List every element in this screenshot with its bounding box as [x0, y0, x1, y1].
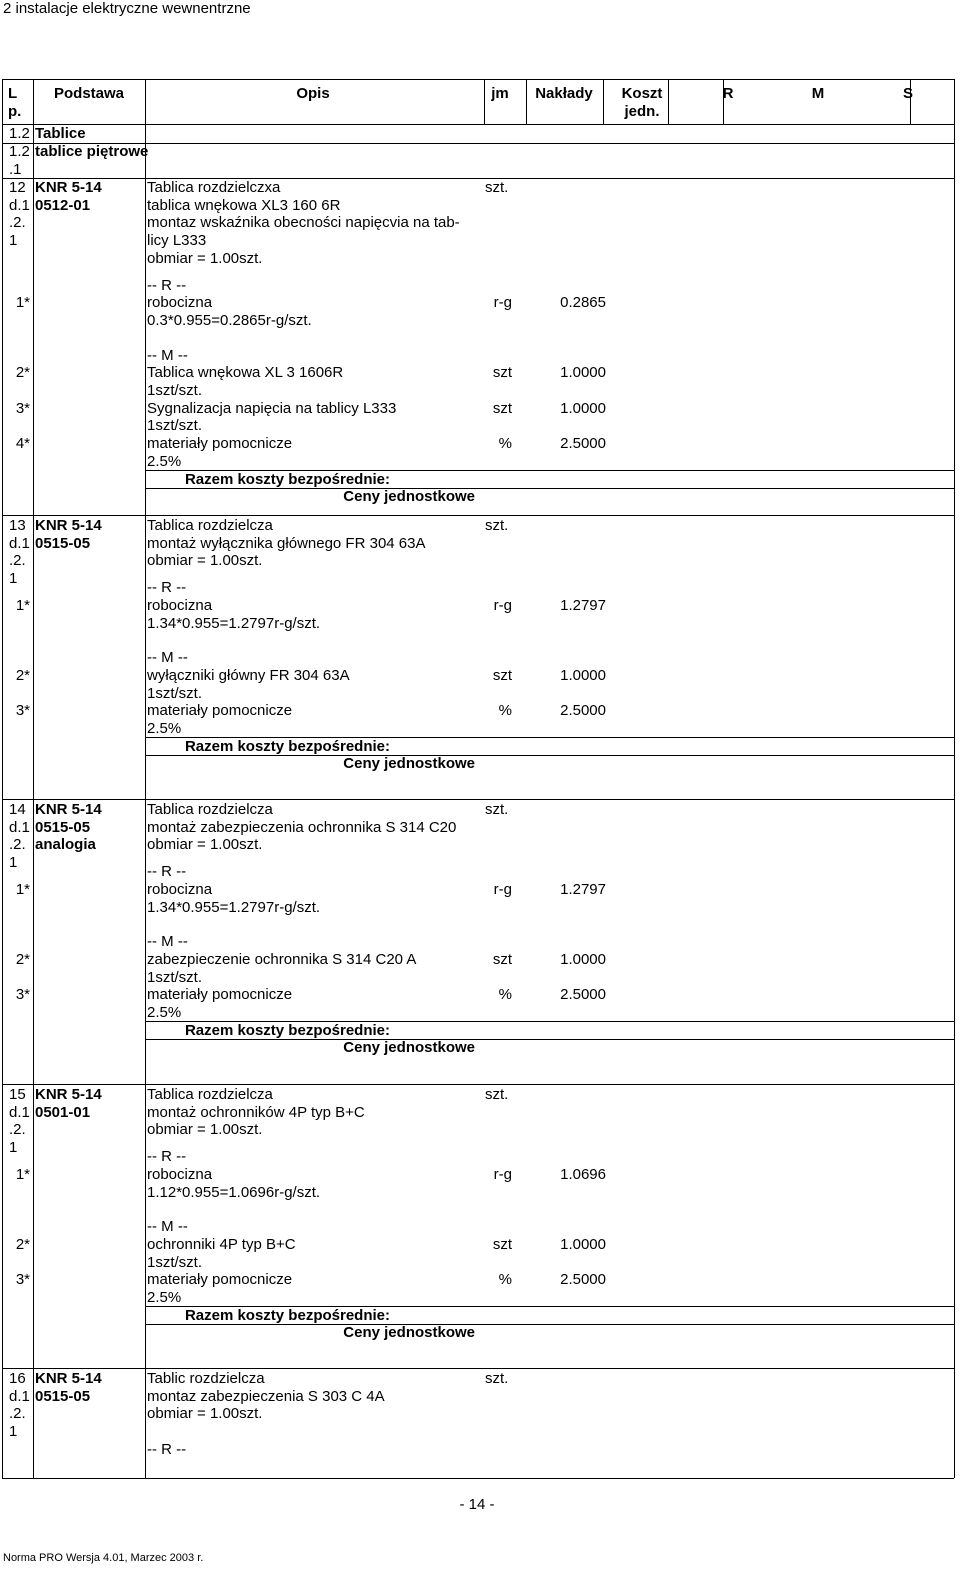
- resource-unit: szt: [492, 950, 512, 968]
- position-title: Tablica rozdzielczxa: [147, 179, 281, 196]
- position-bottom-border: [2, 1084, 954, 1085]
- m-section-header: -- M --: [147, 649, 188, 667]
- resource-unit: %: [498, 435, 512, 453]
- position-basis: KNR 5-14: [35, 1086, 102, 1103]
- resource-number: 2*: [15, 1235, 30, 1253]
- section-number: 1.2: [9, 143, 30, 160]
- position-number: d.1: [9, 1387, 30, 1405]
- position-number: .2.: [9, 836, 26, 854]
- position-description: obmiar = 1.00szt.: [147, 552, 263, 570]
- m-section-header: -- M --: [147, 346, 188, 364]
- resource-value: 1.0000: [560, 666, 606, 684]
- position-basis: KNR 5-14: [35, 801, 102, 818]
- position-unit: szt.: [485, 801, 509, 818]
- section-number: 1.2: [9, 125, 30, 142]
- resource-number: 2*: [15, 364, 30, 382]
- resource-number: 2*: [15, 950, 30, 968]
- resource-number: 2*: [15, 666, 30, 684]
- resource-number: 3*: [15, 399, 30, 417]
- resource-value: 0.2865: [560, 294, 606, 312]
- resource-number: 3*: [15, 1271, 30, 1289]
- position-title: Tablica rozdzielcza: [147, 801, 273, 818]
- resource-number: 1*: [15, 1165, 30, 1183]
- row-divider: [2, 178, 954, 179]
- position-bottom-border: [2, 515, 954, 516]
- resource-name: 2.5%: [147, 1289, 182, 1306]
- table-bottom-border: [2, 1478, 954, 1479]
- resource-name: 0.3*0.955=0.2865r-g/szt.: [147, 311, 312, 329]
- header-bottom-border: [2, 124, 954, 125]
- table-right-border: [954, 79, 955, 1478]
- position-bottom-border: [2, 1368, 954, 1369]
- col-header-jm: jm: [491, 85, 509, 102]
- resource-unit: r-g: [493, 880, 512, 898]
- resource-value: 1.0696: [560, 1165, 606, 1183]
- resource-name: robocizna: [147, 880, 213, 898]
- position-number: 14: [9, 801, 26, 818]
- m-section-header: -- M --: [147, 933, 188, 951]
- position-description: obmiar = 1.00szt.: [147, 1405, 263, 1423]
- position-number: d.1: [9, 196, 30, 214]
- table-left-border: [2, 79, 3, 1478]
- position-description: obmiar = 1.00szt.: [147, 1121, 263, 1139]
- section-number: .1: [9, 160, 22, 178]
- resource-name: robocizna: [147, 294, 213, 312]
- position-number: .2.: [9, 552, 26, 570]
- section-name: Tablice: [35, 125, 86, 142]
- position-number: 15: [9, 1086, 26, 1103]
- position-number: d.1: [9, 818, 30, 836]
- col-header-opis: Opis: [296, 85, 330, 102]
- position-description: montaz wskaźnika obecności napięcvia na tab-: [147, 214, 460, 232]
- resource-name: ochronniki 4P typ B+C: [147, 1235, 296, 1253]
- position-description: montaż wyłącznika głównego FR 304 63A: [147, 534, 426, 552]
- resource-name: 1szt/szt.: [147, 417, 203, 435]
- resource-value: 2.5000: [560, 702, 606, 720]
- resource-name: wyłączniki główny FR 304 63A: [147, 666, 350, 684]
- column-divider: [145, 79, 146, 1478]
- resource-number: 1*: [15, 596, 30, 614]
- position-number: 12: [9, 179, 26, 196]
- r-section-header: -- R --: [147, 579, 187, 597]
- unit-prices-label: Ceny jednostkowe: [343, 1039, 475, 1057]
- position-number: 16: [9, 1370, 26, 1387]
- r-section-header: -- R --: [147, 1441, 187, 1458]
- position-description: licy L333: [147, 232, 207, 250]
- section-name: tablice piętrowe: [35, 143, 149, 160]
- resource-number: 1*: [15, 880, 30, 898]
- position-number: .2.: [9, 1405, 26, 1423]
- resource-name: zabezpieczenie ochronnika S 314 C20 A: [147, 950, 417, 968]
- col-header-podstawa: Podstawa: [53, 85, 125, 102]
- position-bottom-border: [2, 799, 954, 800]
- position-unit: szt.: [485, 1370, 509, 1387]
- col-header-koszt: jedn.: [624, 102, 660, 120]
- position-basis: 0515-05: [35, 818, 91, 836]
- resource-number: 3*: [15, 986, 30, 1004]
- row-divider: [145, 1039, 954, 1040]
- position-description: obmiar = 1.00szt.: [147, 836, 263, 854]
- resource-value: 1.2797: [560, 596, 606, 614]
- resource-name: 1.12*0.955=1.0696r-g/szt.: [147, 1183, 321, 1201]
- resource-name: 2.5%: [147, 1004, 182, 1021]
- unit-prices-label: Ceny jednostkowe: [343, 755, 475, 773]
- position-number: 1: [9, 232, 18, 250]
- position-number: d.1: [9, 534, 30, 552]
- row-divider: [145, 755, 954, 756]
- position-basis: analogia: [35, 836, 96, 854]
- position-basis: KNR 5-14: [35, 517, 102, 534]
- r-section-header: -- R --: [147, 276, 187, 294]
- resource-number: 3*: [15, 702, 30, 720]
- resource-unit: szt: [492, 364, 512, 382]
- resource-value: 1.0000: [560, 1235, 606, 1253]
- resource-name: robocizna: [147, 1165, 213, 1183]
- resource-value: 2.5000: [560, 435, 606, 453]
- resource-value: 1.0000: [560, 364, 606, 382]
- position-description: obmiar = 1.00szt.: [147, 249, 263, 267]
- resource-name: Sygnalizacja napięcia na tablicy L333: [147, 399, 397, 417]
- col-header-lp: p.: [8, 102, 22, 120]
- position-basis: 0515-05: [35, 1387, 91, 1405]
- position-basis: KNR 5-14: [35, 179, 102, 196]
- resource-name: 1szt/szt.: [147, 382, 203, 399]
- resource-value: 2.5000: [560, 1271, 606, 1289]
- row-divider: [145, 1324, 954, 1325]
- resource-name: 2.5%: [147, 720, 182, 737]
- position-description: montaż zabezpieczenia ochronnika S 314 C20: [147, 818, 457, 836]
- position-number: 1: [9, 854, 18, 872]
- position-unit: szt.: [485, 179, 509, 196]
- resource-value: 1.0000: [560, 950, 606, 968]
- row-divider: [145, 488, 954, 489]
- resource-name: 1.34*0.955=1.2797r-g/szt.: [147, 614, 321, 632]
- position-number: 13: [9, 517, 26, 534]
- direct-costs-label: Razem koszty bezpośrednie:: [184, 1021, 390, 1039]
- resource-unit: szt: [492, 399, 512, 417]
- resource-name: materiały pomocnicze: [147, 435, 293, 453]
- resource-number: 4*: [15, 435, 30, 453]
- resource-name: 1szt/szt.: [147, 1253, 203, 1271]
- col-header-naklady: Nakłady: [535, 85, 593, 102]
- resource-unit: r-g: [493, 294, 512, 312]
- position-basis: KNR 5-14: [35, 1370, 102, 1387]
- position-number: .2.: [9, 1121, 26, 1139]
- resource-unit: %: [498, 986, 512, 1004]
- resource-name: 1szt/szt.: [147, 968, 203, 986]
- position-basis: 0512-01: [35, 196, 91, 214]
- position-description: montaż ochronników 4P typ B+C: [147, 1103, 365, 1121]
- direct-costs-label: Razem koszty bezpośrednie:: [184, 737, 390, 755]
- position-number: d.1: [9, 1103, 30, 1121]
- position-title: Tablica rozdzielcza: [147, 517, 273, 534]
- resource-unit: r-g: [493, 1165, 512, 1183]
- resource-value: 1.2797: [560, 880, 606, 898]
- unit-prices-label: Ceny jednostkowe: [343, 488, 475, 506]
- position-basis: 0515-05: [35, 534, 91, 552]
- resource-unit: %: [498, 1271, 512, 1289]
- col-header-lp: L: [8, 85, 18, 102]
- direct-costs-label: Razem koszty bezpośrednie:: [184, 1306, 390, 1324]
- position-title: Tablic rozdzielcza: [147, 1370, 265, 1387]
- resource-name: 2.5%: [147, 452, 182, 470]
- position-number: 1: [9, 1139, 18, 1157]
- position-description: montaz zabezpieczenia S 303 C 4A: [147, 1387, 385, 1405]
- resource-name: robocizna: [147, 596, 213, 614]
- page-number: - 14 -: [459, 1496, 495, 1513]
- resource-unit: %: [498, 702, 512, 720]
- col-header-koszt: Koszt: [621, 85, 663, 102]
- position-number: .2.: [9, 214, 26, 232]
- resource-unit: szt: [492, 1235, 512, 1253]
- resource-name: 1.34*0.955=1.2797r-g/szt.: [147, 898, 321, 916]
- resource-unit: r-g: [493, 596, 512, 614]
- position-title: Tablica rozdzielcza: [147, 1086, 273, 1103]
- r-section-header: -- R --: [147, 1148, 187, 1166]
- col-header-r: R: [722, 85, 734, 102]
- resource-value: 2.5000: [560, 986, 606, 1004]
- resource-unit: szt: [492, 666, 512, 684]
- footer-software: Norma PRO Wersja 4.01, Marzec 2003 r.: [3, 1552, 204, 1564]
- column-divider: [33, 79, 34, 1478]
- position-unit: szt.: [485, 1086, 509, 1103]
- resource-name: Tablica wnękowa XL 3 1606R: [147, 364, 344, 382]
- resource-value: 1.0000: [560, 399, 606, 417]
- col-header-s: S: [902, 85, 913, 102]
- resource-name: materiały pomocnicze: [147, 986, 293, 1004]
- page-header: 2 instalacje elektryczne wewnentrzne: [3, 0, 251, 17]
- position-number: 1: [9, 1423, 18, 1441]
- col-header-m: M: [811, 85, 825, 102]
- position-unit: szt.: [485, 517, 509, 534]
- position-number: 1: [9, 570, 18, 588]
- resource-name: materiały pomocnicze: [147, 702, 293, 720]
- position-description: tablica wnękowa XL3 160 6R: [147, 196, 341, 214]
- resource-number: 1*: [15, 294, 30, 312]
- unit-prices-label: Ceny jednostkowe: [343, 1324, 475, 1342]
- resource-name: 1szt/szt.: [147, 684, 203, 702]
- direct-costs-label: Razem koszty bezpośrednie:: [184, 470, 390, 488]
- m-section-header: -- M --: [147, 1218, 188, 1236]
- r-section-header: -- R --: [147, 863, 187, 881]
- resource-name: materiały pomocnicze: [147, 1271, 293, 1289]
- position-basis: 0501-01: [35, 1103, 91, 1121]
